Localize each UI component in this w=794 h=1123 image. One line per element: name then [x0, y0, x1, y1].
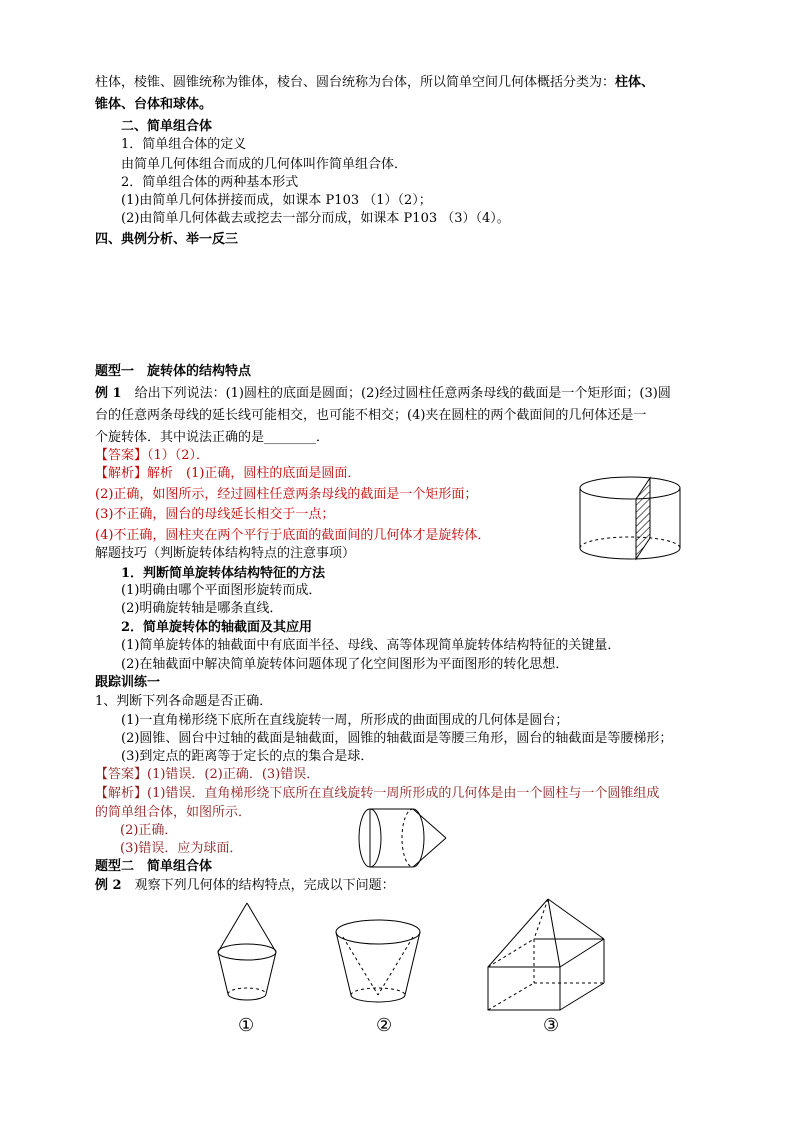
section-heading: 题型二 简单组合体: [95, 859, 213, 874]
cylinder-cone-figure: [355, 805, 450, 871]
analysis-line: 的简单组合体，如图所示．: [95, 805, 252, 820]
cylinder-section-figure: [575, 474, 685, 570]
analysis-line: (3)错误．应为球面．: [120, 841, 243, 856]
text-line: (2)圆锥、圆台中过轴的截面是轴截面，圆锥的轴截面是等腰三角形，圆台的轴截面是等腰梯形；: [121, 731, 673, 746]
answer-line: 【答案】(1)错误．(2)正确．(3)错误．: [95, 767, 320, 782]
text-line: (2)在轴截面中解决简单旋转体问题体现了化空间图形为平面图形的转化思想．: [121, 657, 569, 672]
analysis-line: (3)不正确，圆台的母线延长相交于一点；: [95, 507, 335, 522]
text-line: (1)简单旋转体的轴截面中有底面半径、母线、高等体现简单旋转体结构特征的关键量．: [121, 638, 621, 653]
text-line: 1．简单组合体的定义: [121, 137, 247, 152]
text-line: (1)由简单几何体拼接而成，如课本 P103 （1）（2）；: [121, 193, 432, 208]
pyramid-prism-figure: [482, 895, 612, 1013]
figure-label-3: ③: [543, 1015, 560, 1036]
subheading: 1．判断简单旋转体结构特征的方法: [121, 566, 326, 581]
analysis-line: (4)不正确，圆柱夹在两个平行于底面的截面间的几何体才是旋转体．: [95, 528, 491, 543]
analysis-line: 【解析】解析 (1)正确，圆柱的底面是圆面．: [95, 466, 361, 481]
figure-label-1: ①: [238, 1015, 255, 1036]
text-line: (1)明确由哪个平面图形旋转而成．: [121, 583, 322, 598]
text-line: 柱体，棱锥、圆锥统称为锥体，棱台、圆台统称为台体，所以简单空间几何体概括分类为：柱体、: [95, 75, 655, 90]
section-heading: 四、典例分析、举一反三: [95, 232, 239, 247]
figure-label-2: ②: [376, 1015, 393, 1036]
answer-line: 【答案】（1）（2）．: [95, 448, 210, 463]
text-line: (3)到定点的距离等于定长的点的集合是球．: [121, 749, 374, 764]
text-line: (2)明确旋转轴是哪条直线．: [121, 601, 283, 616]
analysis-line: (2)正确，如图所示，经过圆柱任意两条母线的截面是一个矩形面；: [95, 487, 478, 502]
text-line: 2．简单组合体的两种基本形式: [121, 175, 299, 190]
analysis-line: 【解析】(1)错误．直角梯形绕下底所在直线旋转一周所形成的几何体是由一个圆柱与一个圆锥组成: [95, 786, 660, 801]
subheading: 2．简单旋转体的轴截面及其应用: [121, 620, 313, 635]
text-line: 锥体、台体和球体。: [95, 97, 213, 112]
text-line: 个旋转体．其中说法正确的是________．: [95, 430, 330, 445]
analysis-line: (2)正确．: [120, 823, 178, 838]
section-heading: 跟踪训练一: [95, 675, 161, 690]
text-line: (2)由简单几何体截去或挖去一部分而成，如课本 P103 （3）（4）。: [121, 211, 510, 226]
frustum-hollow-cone-figure: [333, 917, 423, 1009]
section-heading: 二、简单组合体: [121, 119, 213, 134]
text-line: 1、判断下列各命题是否正确．: [95, 694, 273, 709]
text-line: 例 2 观察下列几何体的结构特点，完成以下问题：: [95, 878, 395, 893]
text-line: 例 1 给出下列说法：(1)圆柱的底面是圆面；(2)经过圆柱任意两条母线的截面是一个矩形面；(3)圆: [95, 386, 671, 401]
cone-frustum-figure: [212, 900, 282, 1010]
text-line: 由简单几何体组合而成的几何体叫作简单组合体．: [121, 157, 408, 172]
text-line: 台的任意两条母线的延长线可能相交，也可能不相交；(4)夹在圆柱的两个截面间的几何体还是一: [95, 408, 647, 423]
text-line: (1)一直角梯形绕下底所在直线旋转一周，所形成的曲面围成的几何体是圆台；: [121, 713, 569, 728]
section-heading: 题型一 旋转体的结构特点: [95, 364, 252, 379]
text-line: 解题技巧（判断旋转体结构特点的注意事项）: [95, 546, 356, 561]
